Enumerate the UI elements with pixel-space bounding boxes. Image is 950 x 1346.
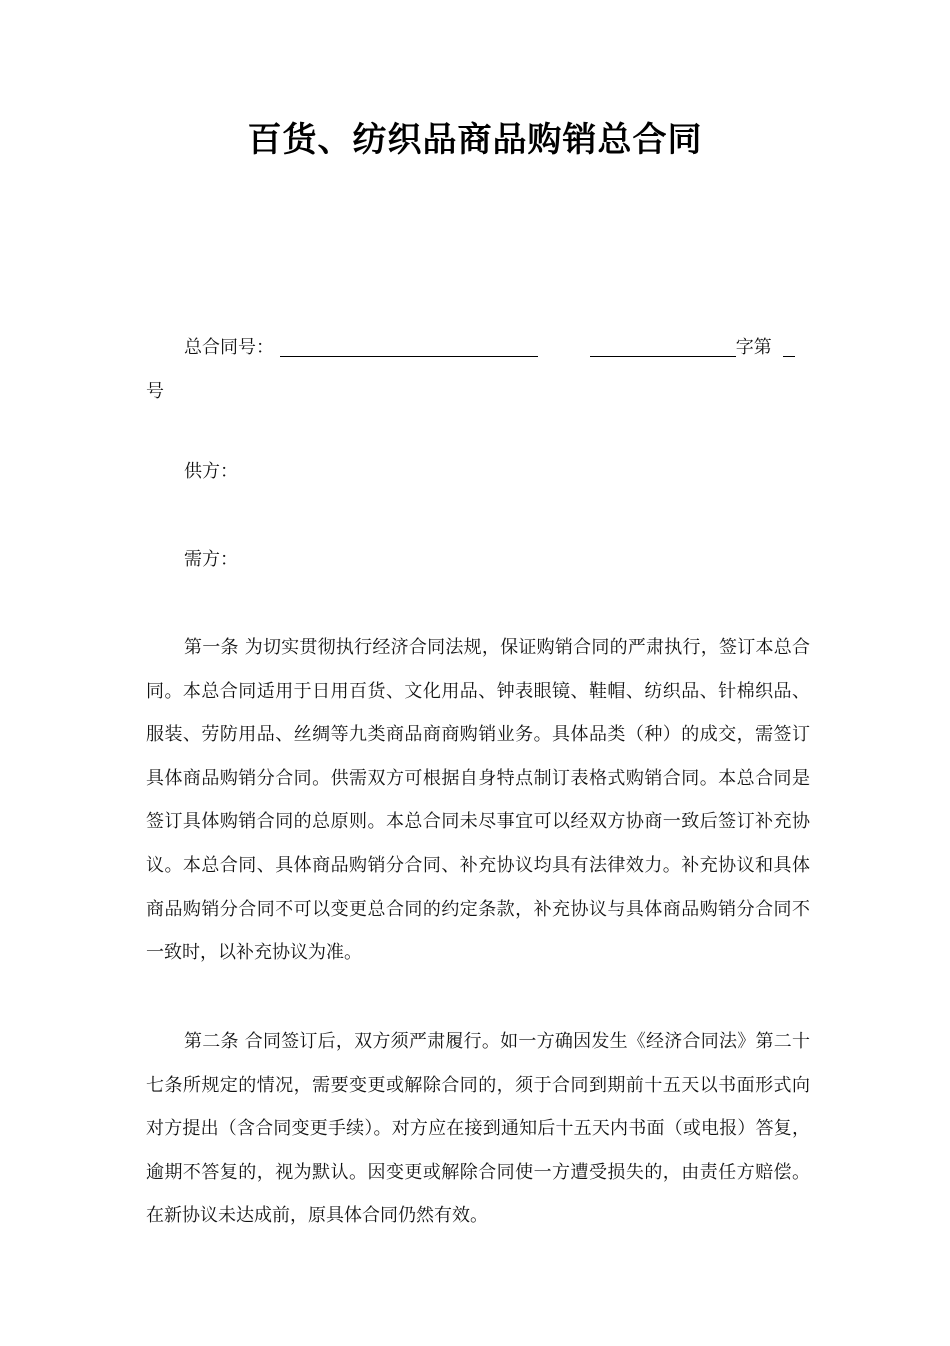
article-2: 第二条 合同签订后，双方须严肃履行。如一方确因发生《经济合同法》第二十七条所规定的情况，需要变更或解除合同的，须于合同到期前十五天以书面形式向对方提出（含合同变更手续）。对方应在接到通知后十五天内书面（或电报）答复，逾期不答复的，视为默认。因变更或解除合同使一方遭受损失的，由责任方赔偿。在新协议未达成前，原具体合同仍然有效。 (146, 1031, 810, 1227)
contract-seq-blank[interactable] (783, 336, 795, 357)
contract-number-line (146, 326, 810, 414)
contract-number-blank[interactable] (280, 336, 538, 357)
hao-label: 号 (146, 381, 164, 402)
article-1: 第一条 为切实贯彻执行经济合同法规，保证购销合同的严肃执行，签订本总合同。本总合同适用于日用百货、文化用品、钟表眼镜、鞋帽、纺织品、针棉织品、服装、劳防用品、丝绸等九类商品商商购销业务。具体品类（种）的成交，需签订具体商品购销分合同。供需双方可根据自身特点制订表格式购销合同。本总合同是签订具体购销合同的总原则。本总合同未尽事宜可以经双方协商一致后签订补充协议。本总合同、具体商品购销分合同、补充协议均具有法律效力。补充协议和具体商品购销分合同不可以变更总合同的约定条款，补充协议与具体商品购销分合同不一致时，以补充协议为准。 (146, 637, 810, 964)
buyer-label: 需方： (184, 549, 238, 570)
contract-number-label: 总合同号： (184, 337, 274, 358)
contract-prefix-blank[interactable] (590, 336, 736, 357)
supplier-label: 供方： (184, 461, 238, 482)
document-title: 百货、纺织品商品购销总合同 (247, 120, 703, 160)
zi-di-label: 字第 (735, 337, 772, 358)
